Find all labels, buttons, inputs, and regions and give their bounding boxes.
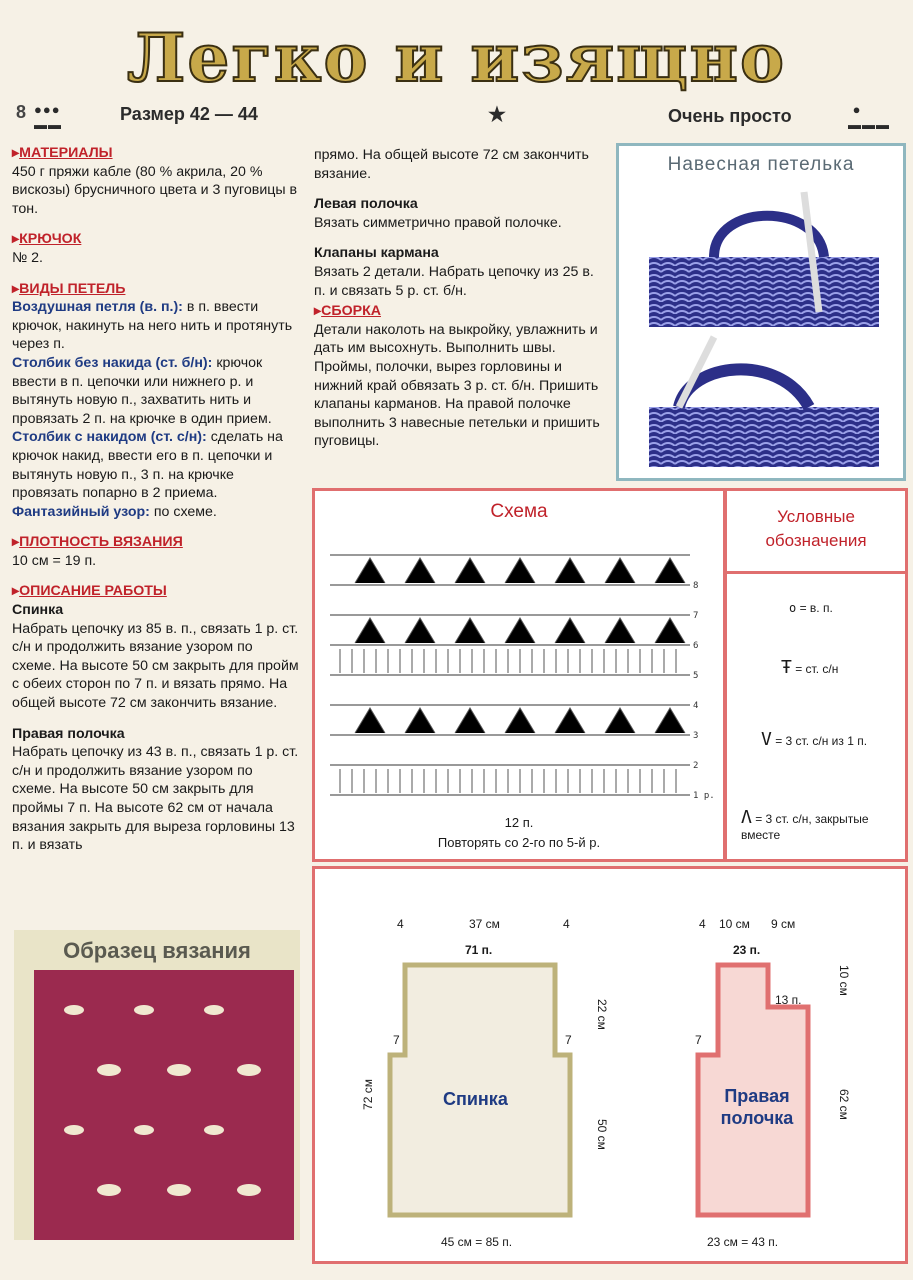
front-stitches: 23 п.: [733, 943, 761, 957]
flaps-text: Вязать 2 детали. Набрать цепочку из 25 в. п. и связать 5 р. ст. б/н.: [314, 263, 594, 299]
back-text: Набрать цепочку из 85 в. п., связать 1 р. ст. с/н и продолжить вязание узором по схеме. На высоте 50 см закрыть для пройм с обеих сторон по 7 п. и вязать прямо. На общей высоте 72 см закончить вязание.: [12, 620, 299, 712]
dc3-symbol-icon: V: [761, 729, 772, 750]
stitches-heading: ▸ ВИДЫ ПЕТЕЛЬ: [12, 280, 300, 299]
back-label: Спинка: [443, 1089, 508, 1109]
back-stitches: 71 п.: [465, 943, 493, 957]
loop-illustration: [616, 143, 906, 481]
legend-dc: Ŧ = ст. с/н: [781, 657, 839, 678]
row-label: 4: [693, 701, 699, 711]
back-armhole-right: 7: [565, 1033, 572, 1047]
middle-column: [314, 146, 606, 451]
difficulty-dots-icon: ●●● ▬▬: [34, 102, 62, 132]
assembly-text: Детали наколоть на выкройку, увлажнить и дать им высохнуть. Выполнить швы. Проймы, полочки, вырез горловины и нижний край обвязать 3 р. ст. б/н. Пришить клапаны карманов. На правой полочке выполнить 3 навесные петельки и пришить пуговицы.: [314, 321, 600, 450]
right-front-heading: Правая полочка: [12, 725, 125, 742]
left-front-text: Вязать симметрично правой полочке.: [314, 214, 562, 231]
loop-title: Навесная петелька: [667, 154, 855, 175]
density-text: 10 см = 19 п.: [12, 552, 97, 569]
scheme-title: Схема: [490, 501, 548, 522]
page-title: Легко и изящно: [127, 19, 786, 97]
chain-symbol-icon: o: [789, 601, 797, 615]
dc-symbol-icon: Ŧ: [781, 657, 792, 678]
work-heading: ▸ ОПИСАНИЕ РАБОТЫ: [12, 582, 300, 601]
legend-box: [724, 488, 908, 862]
difficulty-label: Очень просто: [668, 106, 792, 126]
back-bottom: 45 см = 85 п.: [441, 1235, 513, 1249]
crochet-sample-icon: [34, 970, 294, 1240]
scheme-box: [312, 488, 726, 862]
front-label: Правая полочка: [720, 1086, 794, 1128]
row-label: 8: [693, 581, 699, 591]
repeat-count: 12 п.: [504, 815, 534, 830]
crochet-chart-icon: [325, 543, 715, 813]
sample-swatch: [14, 930, 300, 1240]
stitch-pattern: Фантазийный узор: по схеме.: [12, 503, 217, 520]
back-height-upper: 22 см: [595, 999, 609, 1030]
back-heading: Спинка: [12, 602, 64, 619]
left-column: [12, 136, 300, 855]
left-front-heading: Левая полочка: [314, 196, 418, 213]
loop-diagram-icon: [619, 182, 903, 482]
page-number: 8: [16, 102, 27, 122]
dc3-together-icon: Λ: [741, 807, 752, 828]
star-icon: ★: [488, 104, 506, 126]
legend-title: Условные обозначения: [765, 507, 867, 550]
stitch-dc: Столбик с накидом (ст. с/н): сделать на крючок накид, ввести его в п. цепочки и вытянуть новую п., 3 п. на крючке провязать попарно в 2 приема.: [12, 429, 283, 502]
row-label: 5: [693, 671, 699, 681]
front-height-lower: 62 см: [837, 1089, 851, 1120]
front-height-upper: 10 см: [837, 965, 851, 996]
flaps-heading: Клапаны кармана: [314, 245, 439, 262]
continuation-text: прямо. На общей высоте 72 см закончить вязание.: [314, 147, 589, 182]
row-label: 7: [693, 611, 699, 621]
subheader: [0, 100, 913, 134]
size-label: Размер 42 — 44: [120, 104, 258, 124]
legend-chain: o = в. п.: [789, 601, 833, 615]
row-label: 6: [693, 641, 699, 651]
hook-heading: ▸ КРЮЧОК: [12, 230, 300, 249]
materials-text: 450 г пряжи кабле (80 % акрила, 20 % вискозы) брусничного цвета и 3 пуговицы в тон.: [12, 163, 298, 217]
stitch-chain: Воздушная петля (в. п.): в п. ввести крючок, накинуть на него нить и протянуть через п.: [12, 299, 293, 353]
right-front-text: Набрать цепочку из 43 в. п., связать 1 р. ст. с/н и продолжить вязание узором по схеме. На высоте 50 см закрыть для проймы 7 п. На высоте 62 см от начала вязания закрыть для выреза горловины 13 п. и вязать: [12, 744, 299, 854]
patterns-box: 4 37 см 4 71 п. Спинка 7 7 22 см 50 см 72 см 45 см = 85 п. 4 10 см 9 см 23 п. 13 п. 7 Правая полочка 10 см 62 см 23 см = 43 п.: [312, 866, 908, 1264]
density-heading: ▸ ПЛОТНОСТЬ ВЯЗАНИЯ: [12, 533, 300, 552]
hook-text: № 2.: [12, 249, 43, 266]
back-height-lower: 50 см: [595, 1119, 609, 1150]
back-armhole-left: 7: [393, 1033, 400, 1047]
sample-title: Образец вязания: [63, 938, 251, 963]
difficulty-bars-icon: ● ▬▬▬: [848, 102, 890, 132]
front-armhole: 7: [695, 1033, 702, 1047]
row-label: 1 р.: [693, 791, 715, 801]
materials-heading: ▸ МАТЕРИАЛЫ: [12, 144, 300, 163]
legend-3dc-together: Λ = 3 ст. с/н, закрытые вместе: [741, 807, 869, 842]
repeat-instruction: Повторять со 2-го по 5-й р.: [437, 835, 601, 850]
back-height-total: 72 см: [361, 1079, 375, 1110]
assembly-heading: ▸ СБОРКА: [314, 302, 606, 321]
front-bottom: 23 см = 43 п.: [707, 1235, 779, 1249]
legend-3dc: V = 3 ст. с/н из 1 п.: [761, 729, 868, 750]
row-label: 2: [693, 761, 699, 771]
stitch-sc: Столбик без накида (ст. б/н): крючок ввести в п. цепочки или нижнего р. и вытянуть новую п., захватить нить и провязать 2 п. на крючке в один прием.: [12, 354, 272, 427]
row-label: 3: [693, 731, 699, 741]
front-neck: 13 п.: [775, 993, 802, 1007]
